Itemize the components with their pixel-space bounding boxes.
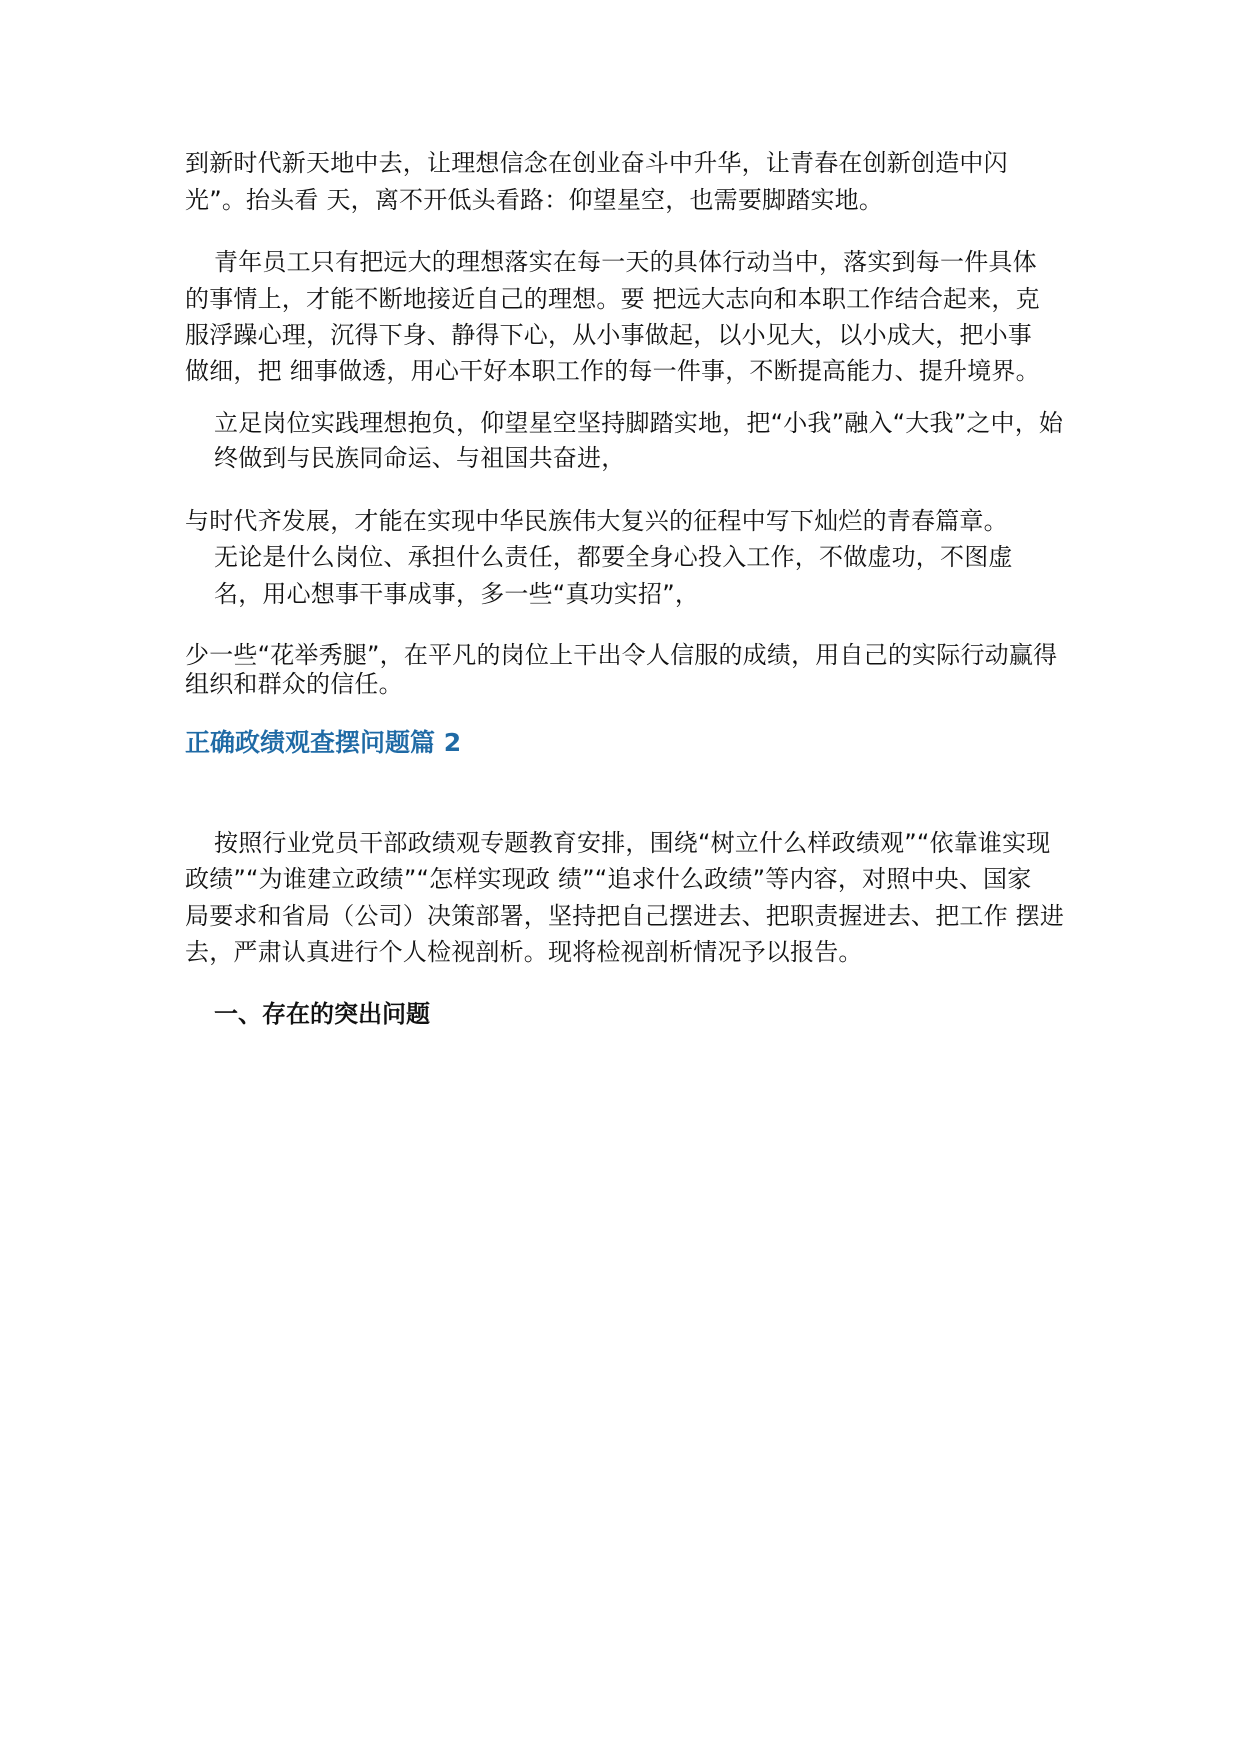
paragraph-line: 终做到与民族同命运、与祖国共奋进，	[214, 444, 626, 472]
paragraph-line: 服浮躁心理，沉得下身、静得下心，从小事做起，以小见大，以小成大，把小事	[185, 321, 1032, 349]
paragraph-line: 政绩”“为谁建立政绩”“怎样实现政 绩”“追求什么政绩”等内容，对照中央、国家	[185, 865, 1032, 893]
paragraph-line: 无论是什么岗位、承担什么责任，都要全身心投入工作，不做虚功，不图虚	[214, 543, 1013, 571]
paragraph-line: 去，严肃认真进行个人检视剖析。现将检视剖析情况予以报告。	[185, 938, 863, 966]
paragraph-line: 做细，把 细事做透，用心干好本职工作的每一件事，不断提高能力、提升境界。	[185, 357, 1040, 385]
paragraph-line: 光”。抬头看 天，离不开低头看路：仰望星空，也需要脚踏实地。	[185, 186, 884, 214]
paragraph-line: 局要求和省局（公司）决策部署，坚持把自己摆进去、把职责握进去、把工作 摆进	[185, 902, 1065, 930]
paragraph-line: 与时代齐发展，才能在实现中华民族伟大复兴的征程中写下灿烂的青春篇章。	[185, 507, 1008, 535]
section-heading: 正确政绩观查摆问题篇 2	[185, 728, 462, 757]
paragraph-line: 的事情上，才能不断地接近自己的理想。要 把远大志向和本职工作结合起来，克	[185, 285, 1040, 313]
paragraph-line: 名，用心想事干事成事，多一些“真功实招”，	[214, 580, 700, 608]
paragraph-line: 组织和群众的信任。	[185, 670, 403, 698]
paragraph-line: 少一些“花举秀腿”，在平凡的岗位上干出令人信服的成绩，用自己的实际行动赢得	[185, 641, 1058, 669]
section-subheading: 一、存在的突出问题	[214, 1000, 430, 1028]
paragraph-line: 青年员工只有把远大的理想落实在每一天的具体行动当中，落实到每一件具体	[214, 248, 1037, 276]
paragraph-line: 按照行业党员干部政绩观专题教育安排，围绕“树立什么样政绩观”“依靠谁实现	[214, 829, 1051, 857]
paragraph-line: 立足岗位实践理想抱负，仰望星空坚持脚踏实地，把“小我”融入“大我”之中，始	[214, 409, 1064, 437]
paragraph-line: 到新时代新天地中去，让理想信念在创业奋斗中升华，让青春在创新创造中闪	[185, 149, 1008, 177]
